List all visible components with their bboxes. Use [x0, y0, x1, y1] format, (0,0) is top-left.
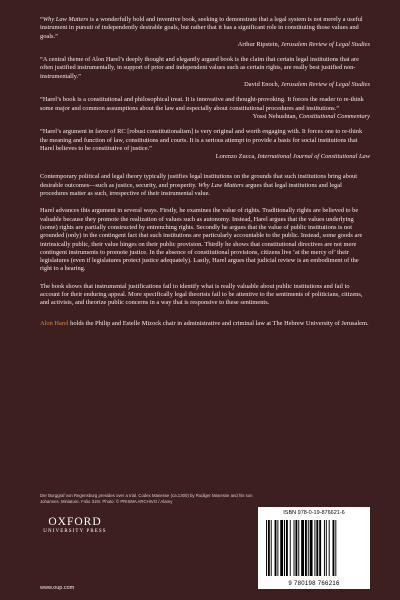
- barcode-bar: [277, 520, 278, 576]
- barcode-digits: 9 780198 766216: [288, 581, 340, 587]
- barcode-bar: [305, 520, 307, 576]
- barcode: [258, 507, 370, 589]
- author-bio: Alon Harel holds the Philip and Estelle Mizock chair in administrative and criminal law at The Hebrew University of Jerusalem.: [40, 319, 369, 327]
- barcode-bar: [286, 520, 288, 576]
- barcode-bar: [326, 520, 327, 576]
- review-quote: “Why Law Matters is a wonderfully bold and inventive book, seeking to demonstrate that a legal system is not merely a useful instrument in pursuit of independently desirable goals, but rather that it has a significant role in constituting those values and goals.” Arthur Ripstein, Jerusalem Review of Legal Studies: [40, 16, 370, 48]
- barcode-bar: [329, 520, 330, 576]
- quote-attribution: Yossi Nehushtan, Constitutional Commentary: [252, 112, 370, 120]
- barcode-bar: [266, 520, 267, 576]
- review-quote: “A central theme of Alon Harel’s deeply thought and elegantly argued book is the claim that certain legal institutions that are often justified instrumentally, in support of prior and independent values such as certain rights, are really best justified non-instrumentally.” David Enoch, Jerusalem Review of Legal Studies: [40, 56, 370, 89]
- barcode-bar: [333, 520, 335, 576]
- barcode-bar: [308, 520, 309, 576]
- image-credit: Der Burggraf von Regensburg presides over a trial. Codex Manesse (ca.1300) by Rudiger Manesse and his son Johannes. Miniature. Folio 318r. Photo: © PRISMA ARCHIVO / Alamy: [40, 493, 253, 504]
- barcode-bar: [268, 520, 270, 576]
- publisher-name: OXFORD: [48, 516, 102, 528]
- barcode-bar: [310, 520, 313, 576]
- barcode-bar: [298, 520, 299, 576]
- quote-attribution: Lorenzo Zucca, International Journal of Constitutional Law: [215, 153, 370, 161]
- book-title: Why Law Matters: [198, 181, 244, 189]
- publisher-logo: [40, 516, 110, 535]
- publisher-website: www.oup.com: [40, 585, 75, 591]
- author-name: Alon Harel: [40, 319, 69, 327]
- isbn-label: ISBN 978-0-19-876621-6: [283, 510, 345, 516]
- barcode-bar: [295, 520, 297, 576]
- publisher-subtitle: UNIVERSITY PRESS: [43, 529, 107, 534]
- quote-attribution: Arthur Ripstein, Jerusalem Review of Legal Studies: [237, 40, 370, 48]
- barcode-bar: [335, 520, 336, 576]
- barcode-bar: [290, 520, 291, 576]
- barcode-bar: [284, 520, 285, 576]
- book-title: Why Law Matters: [42, 16, 89, 23]
- description-paragraph: Contemporary political and legal theory typically justifies legal institutions on the grounds that such institutions bring about desirable outcomes—such as justice, security, and prosperity. Why Law Matters argues that legal institutions and legal procedures matter as such, irrespective of their instrumental value.: [40, 173, 357, 198]
- text-column: [40, 16, 370, 337]
- barcode-bar: [275, 520, 277, 576]
- barcode-bar: [319, 520, 321, 576]
- barcode-bar: [280, 520, 283, 576]
- description-paragraph: Harel advances this argument in several ways. Firstly, he examines the value of rights. Traditionally rights are believed to be valuable because they promote the realization of values such as autonomy. Instead, Harel argues that the values underlying (some) rights are partially constructed by entrenching rights. Secondly he argues that the value of public institutions is not grounded (only) in the contingent fact that such institutions are particularly accountable to the public. Instead, some goods are intrinsically public, their value hinges on their public provision. Thirdly he shows that constitutional directives are not mere contingent instruments to promote justice. In the absence of constitutional provisions, citizens live ‘at the mercy of’ their legislatures (even if legislatures protect justice adequately). Lastly, Harel argues that judicial review is an embodiment of the right to a hearing.: [40, 207, 363, 273]
- barcode-bar: [301, 520, 304, 576]
- review-quote: “Harel’s book is a constitutional and philosophical treat. It is innovative and thought-provoking. It forces the reader to re-think some major and common assumptions about the law and especially about constitutional procedures and institutions.” Yossi Nehushtan, Constitutional Commentary: [40, 96, 370, 120]
- barcode-bars: [266, 520, 362, 576]
- review-quote: “Harel’s argument in favor of RC [robust constitutionalism] is very original and worth engaging with. It forces one to re-think the meaning and function of law, constitutions and courts. It is a serious attempt to provide a basis for social institutions that Harel believes to be constitutive of justice.” Lorenzo Zucca, International Journal of Constitutional Law: [40, 128, 370, 161]
- barcode-bar: [314, 520, 315, 576]
- description-paragraph: The book shows that instrumental justifications fail to identify what is really valuable about public institutions and fail to account for their enduring appeal. More specifically legal theorists fail to be attentive to the sentiments of politicians, citizens, and activists, and theorize public concerns in a way that is responsive to these sentiments.: [40, 282, 363, 307]
- barcode-bar: [324, 520, 325, 576]
- barcode-bar: [271, 520, 272, 576]
- barcode-bar: [294, 520, 295, 576]
- quote-attribution: David Enoch, Jerusalem Review of Legal Studies: [244, 81, 370, 89]
- barcode-bar: [316, 520, 318, 576]
